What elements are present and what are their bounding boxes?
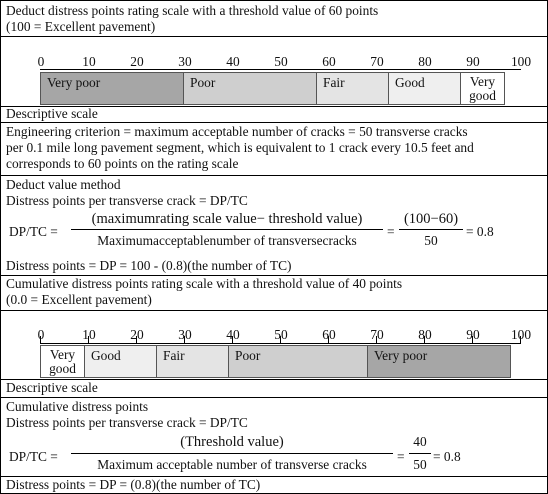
formula-numerator-value: 40 (413, 434, 427, 449)
dp-formula-line: Distress points = DP = 100 - (0.8)(the number of TC) (6, 258, 292, 273)
rating-segment-very-poor (40, 72, 184, 105)
formula-lhs: DP/TC = (9, 449, 58, 464)
tick-label: 50 (274, 327, 288, 342)
deduct-title-subtitle: (100 = Excellent pavement) (6, 19, 156, 34)
descriptive-scale-label: Descriptive scale (6, 106, 98, 121)
formula-result: = 0.8 (433, 449, 461, 464)
dp-formula-line: Distress points = DP = (0.8)(the number of TC) (6, 477, 261, 492)
tick-label: 30 (178, 327, 192, 342)
tick-label: 0 (37, 54, 45, 69)
rating-label: Very poor (47, 75, 101, 90)
divider (1, 122, 547, 123)
rating-segment-very-poor (367, 345, 511, 378)
rating-label: Good (395, 75, 425, 90)
rating-label: Poor (235, 348, 261, 363)
tick-label: 90 (466, 327, 480, 342)
rating-segment-poor (183, 72, 317, 105)
rating-segment-fair (156, 345, 229, 378)
tick-label: 60 (322, 327, 336, 342)
rating-label: Very (469, 74, 496, 89)
method-title: Cumulative distress points (6, 399, 149, 414)
rating-segment-very-good (460, 72, 505, 105)
formula-denominator: Maximumacceptablenumber of transversecracks (97, 233, 357, 248)
rating-segment-good (84, 345, 157, 378)
divider (1, 36, 547, 37)
cumulative-scale-axis (1, 319, 547, 343)
method-title: Deduct value method (6, 177, 121, 192)
fraction-bar (71, 229, 383, 230)
formula-lhs: DP/TC = (9, 224, 58, 239)
rating-label: good (469, 88, 496, 103)
equals-sign: = (397, 449, 405, 464)
criterion-text: per 0.1 mile long pavement segment, which is equivalent to 1 crack every 10.5 feet and (6, 140, 474, 155)
tick-label: 30 (178, 54, 192, 69)
rating-label: Poor (190, 75, 216, 90)
rating-label: Fair (163, 348, 185, 363)
formula-denominator-value: 50 (413, 457, 427, 472)
tick-label: 20 (130, 327, 144, 342)
rating-segment-poor (228, 345, 368, 378)
cumulative-title-subtitle: (0.0 = Excellent pavement) (6, 292, 152, 307)
fraction-bar (409, 453, 431, 454)
deduct-scale-axis (1, 47, 547, 71)
divider (1, 310, 547, 311)
tick-label: 70 (370, 327, 384, 342)
tick-label: 0 (37, 327, 45, 342)
tick-label: 40 (226, 54, 240, 69)
fraction-bar (399, 229, 463, 230)
rating-segment-good (388, 72, 461, 105)
formula-result: = 0.8 (466, 224, 494, 239)
tick-label: 20 (130, 54, 144, 69)
tick-label: 100 (510, 327, 532, 342)
rating-segment-very-good (40, 345, 85, 378)
axis-line (40, 343, 521, 344)
fraction-bar (71, 453, 393, 454)
criterion-text: corresponds to 60 points on the rating scale (6, 156, 239, 171)
tick-label: 70 (370, 54, 384, 69)
tick-label: 60 (322, 54, 336, 69)
tick-label: 10 (82, 54, 96, 69)
divider (1, 397, 547, 398)
rating-label: Very (49, 347, 76, 362)
points-per-crack-text: Distress points per transverse crack = DP/TC (6, 193, 248, 208)
tick-label: 80 (418, 327, 432, 342)
deduct-title: Deduct distress points rating scale with a threshold value of 60 points (6, 3, 379, 18)
tick-label: 80 (418, 54, 432, 69)
rating-label: Fair (323, 75, 345, 90)
tick-label: 100 (510, 54, 532, 69)
rating-segment-fair (316, 72, 389, 105)
tick-label: 50 (274, 54, 288, 69)
tick-label: 10 (82, 327, 96, 342)
descriptive-scale-label: Descriptive scale (6, 380, 98, 395)
cumulative-title: Cumulative distress points rating scale with a threshold value of 40 points (6, 276, 403, 291)
axis-line (40, 69, 521, 70)
equals-sign: = (387, 224, 395, 239)
rating-label: good (49, 361, 76, 376)
points-per-crack-text: Distress points per transverse crack = DP/TC (6, 415, 248, 430)
rating-label: Very poor (374, 348, 428, 363)
criterion-text: Engineering criterion = maximum acceptable number of cracks = 50 transverse cracks (6, 124, 468, 139)
tick-label: 40 (226, 327, 240, 342)
formula-numerator-value: (100−60) (403, 211, 459, 227)
divider (1, 175, 547, 176)
tick-label: 90 (466, 54, 480, 69)
formula-numerator: (Threshold value) (180, 434, 284, 450)
formula-denominator: Maximum acceptable number of transverse cracks (97, 457, 367, 472)
formula-numerator: (maximumrating scale value− threshold value) (91, 211, 363, 227)
formula-denominator-value: 50 (424, 233, 438, 248)
rating-label: Good (91, 348, 121, 363)
